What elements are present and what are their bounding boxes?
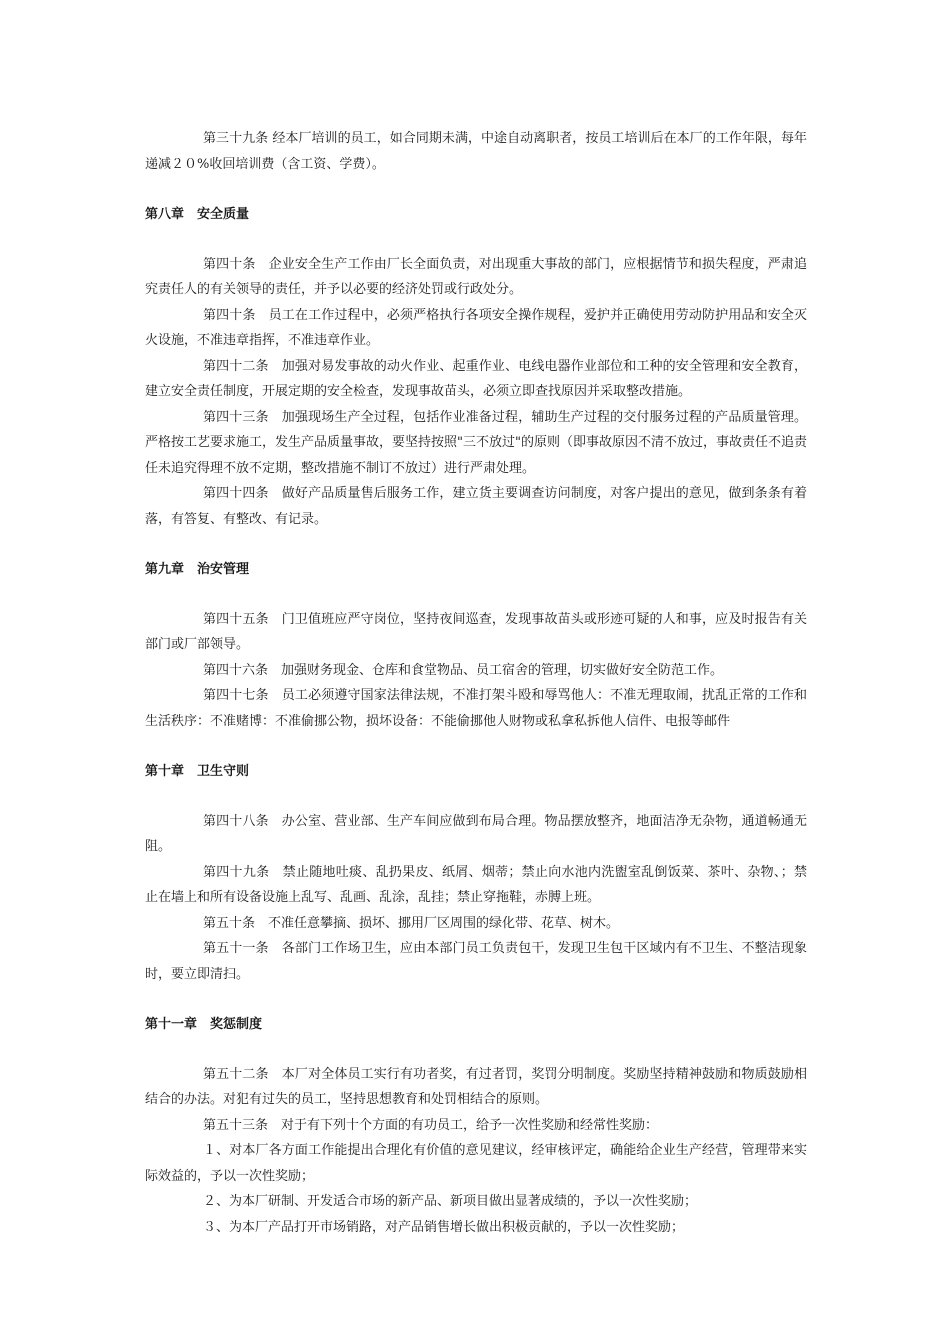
paragraph-article-45: 第四十五条 门卫值班应严守岗位，坚持夜间巡查，发现事故苗头或形迹可疑的人和事，应及时报告有关部门或厂部领导。 [145, 611, 807, 652]
spacer [145, 177, 807, 202]
spacer [145, 987, 807, 1012]
paragraph-article-39: 第三十九条 经本厂培训的员工，如合同期未满，中途自动离职者，按员工培训后在本厂的工作年限，每年递减２０%收回培训费（含工资、学费）。 [145, 131, 807, 172]
list-item-reward-1: １、对本厂各方面工作能提出合理化有价值的意见建议，经审核评定，确能给企业生产经营，管理带来实际效益的，予以一次性奖励； [145, 1143, 807, 1184]
paragraph-article-53: 第五十三条 对于有下列十个方面的有功员工，给予一次性奖励和经常性奖励： [203, 1117, 659, 1133]
document-body [145, 126, 807, 1240]
paragraph-article-51: 第五十一条 各部门工作场卫生，应由本部门员工负责包干，发现卫生包干区域内有不卫生、不整洁现象时，要立即清扫。 [145, 941, 807, 982]
paragraph-article-50: 第五十条 不准任意攀摘、损坏、挪用厂区周围的绿化带、花草、树木。 [203, 915, 620, 931]
paragraph-article-46: 第四十六条 加强财务现金、仓库和食堂物品、员工宿舍的管理，切实做好安全防范工作。 [203, 662, 724, 678]
chapter-heading-8: 第八章 安全质量 [145, 207, 250, 222]
list-item-reward-2: ２、为本厂研制、开发适合市场的新产品、新项目做出显著成绩的，予以一次性奖励； [203, 1194, 698, 1209]
spacer [145, 1038, 807, 1062]
paragraph-article-47: 第四十七条 员工必须遵守国家法律法规，不准打架斗殴和辱骂他人：不准无理取闹，扰乱正常的工作和生活秩序：不准赌博：不准偷挪公物，损坏设备：不能偷挪他人财物或私拿私拆他人信件、电报等邮件 [145, 688, 807, 729]
spacer [145, 734, 807, 759]
spacer [145, 583, 807, 607]
paragraph-article-41: 第四十条 员工在工作过程中，必须严格执行各项安全操作规程，爱护并正确使用劳动防护用品和安全灭火设施，不准违章指挥，不准违章作业。 [145, 307, 807, 348]
spacer [145, 532, 807, 557]
paragraph-article-40: 第四十条 企业安全生产工作由厂长全面负责，对出现重大事故的部门，应根据情节和损失程度，严肃追究责任人的有关领导的责任，并予以必要的经济处罚或行政处分。 [145, 256, 807, 297]
paragraph-article-44: 第四十四条 做好产品质量售后服务工作，建立货主要调查访问制度，对客户提出的意见，做到条条有着落，有答复、有整改、有记录。 [145, 486, 807, 527]
paragraph-article-48: 第四十八条 办公室、营业部、生产车间应做到布局合理。物品摆放整齐，地面洁净无杂物，通道畅通无阻。 [145, 813, 807, 854]
chapter-heading-10: 第十章 卫生守则 [145, 764, 250, 779]
spacer [145, 785, 807, 809]
chapter-heading-11: 第十一章 奖惩制度 [145, 1017, 263, 1032]
list-item-reward-3: ３、为本厂产品打开市场销路，对产品销售增长做出积极贡献的，予以一次性奖励； [203, 1219, 685, 1235]
paragraph-article-49: 第四十九条 禁止随地吐痰、乱扔果皮、纸屑、烟蒂；禁止向水池内洗盥室乱倒饭菜、茶叶、杂物、；禁止在墙上和所有设备设施上乱写、乱画、乱涂，乱挂；禁止穿拖鞋，赤膊上班。 [145, 864, 807, 905]
chapter-heading-9: 第九章 治安管理 [145, 562, 250, 577]
spacer [145, 228, 807, 252]
paragraph-article-42: 第四十二条 加强对易发事故的动火作业、起重作业、电线电器作业部位和工种的安全管理和安全教育，建立安全责任制度，开展定期的安全检查，发现事故苗头，必须立即查找原因并采取整改措施。 [145, 358, 807, 399]
paragraph-article-43: 第四十三条 加强现场生产全过程，包括作业准备过程，辅助生产过程的交付服务过程的产品质量管理。严格按工艺要求施工，发生产品质量事故，要坚持按照"三不放过"的原则（即事故原因不清不放过，事故责任不追责任未追究得理不放不定期，整改措施不制订不放过）进行严肃处理。 [145, 409, 807, 476]
paragraph-article-52: 第五十二条 本厂对全体员工实行有功者奖，有过者罚，奖罚分明制度。奖励坚持精神鼓励和物质鼓励相结合的办法。对犯有过失的员工，坚持思想教育和处罚相结合的原则。 [145, 1066, 807, 1107]
